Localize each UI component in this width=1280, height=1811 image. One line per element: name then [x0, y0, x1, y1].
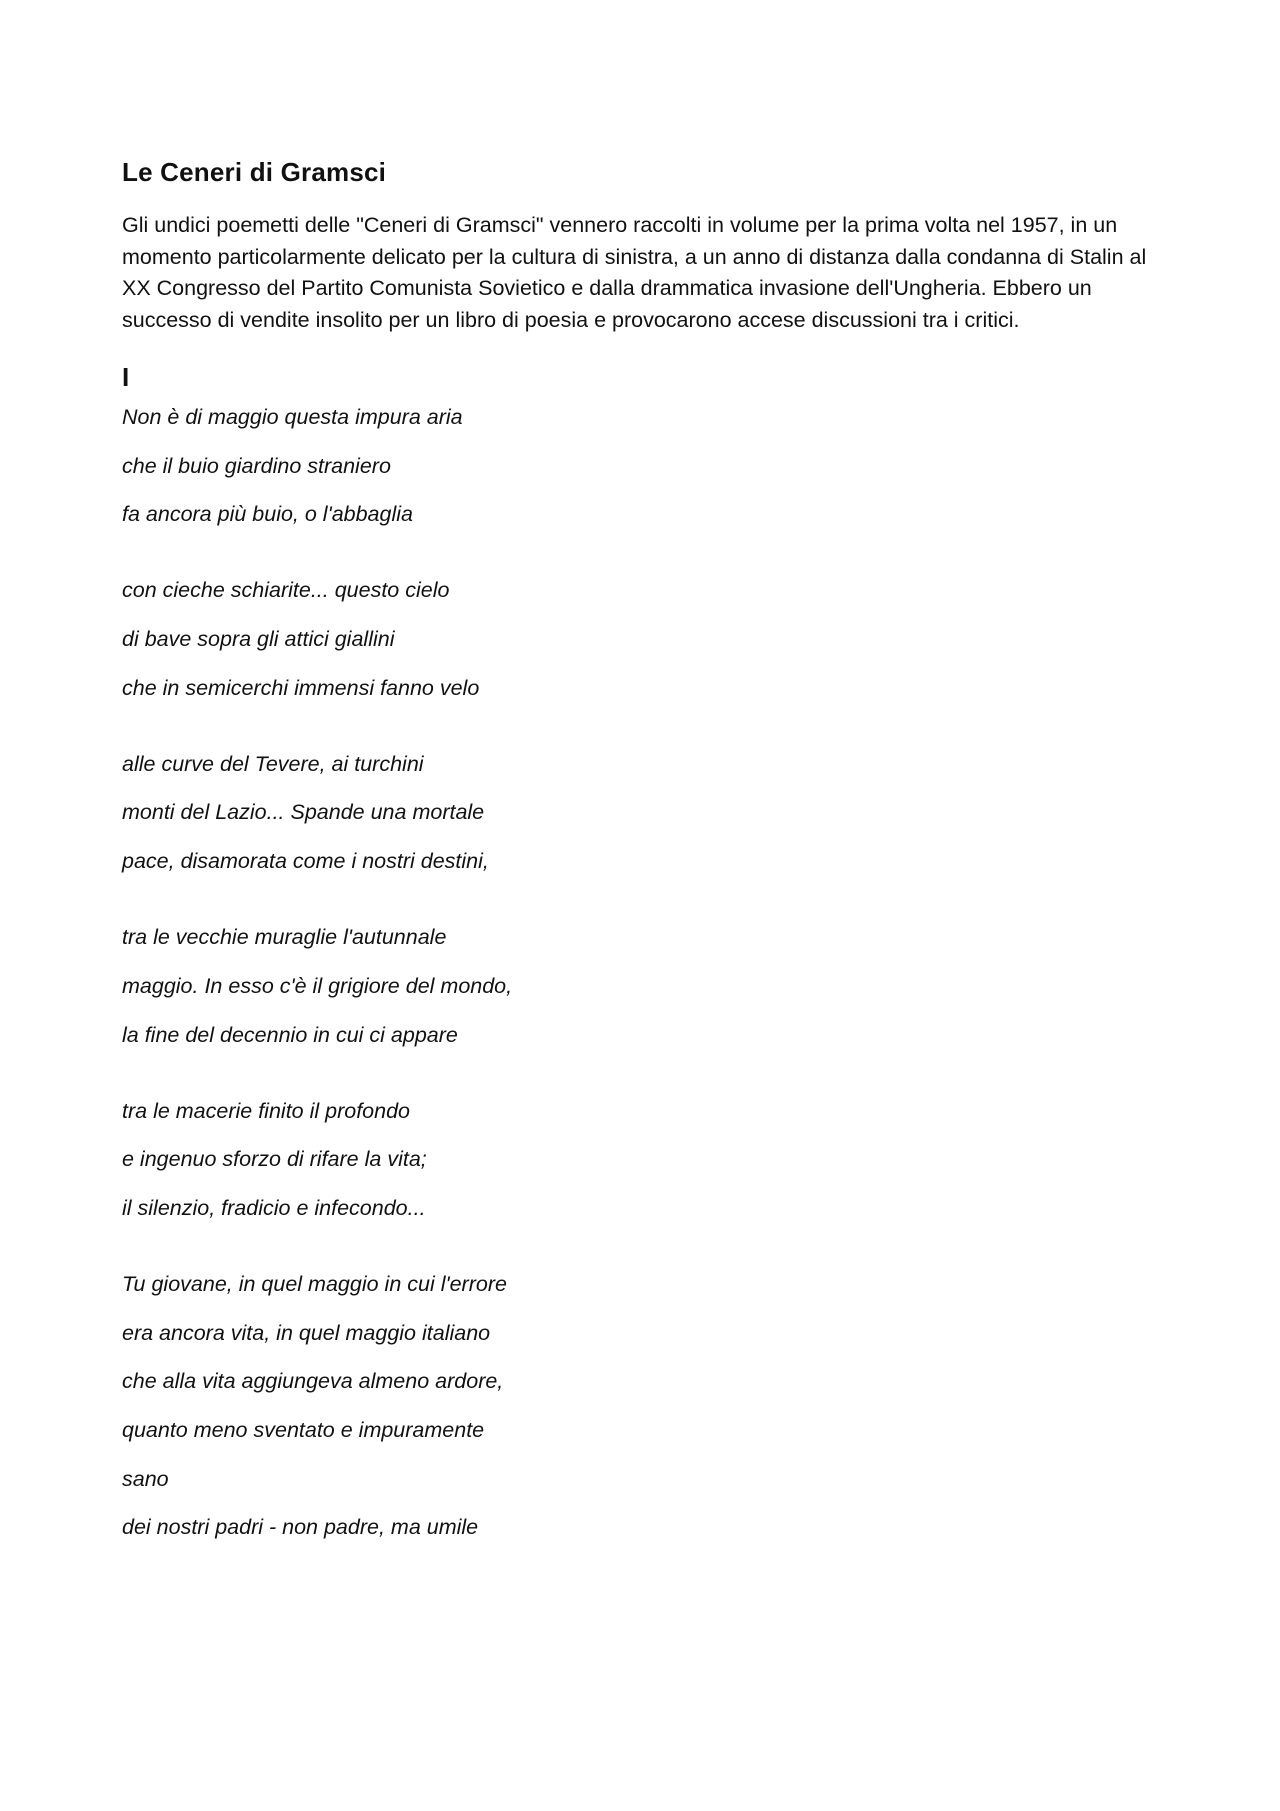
verse-line: e ingenuo sforzo di rifare la vita;: [122, 1147, 427, 1172]
stanza-5: [122, 1097, 1152, 1222]
verse-line: che in semicerchi immensi fanno velo: [122, 675, 480, 700]
intro-paragraph: Gli undici poemetti delle "Ceneri di Gramsci" vennero raccolti in volume per la prima volta nel 1957, in un momento particolarmente delicato per la cultura di sinistra, a un anno di distanza dalla condanna di Stalin al XX Congresso del Partito Comunista Sovietico e dalla drammatica invasione dell'Ungheria. Ebbero un successo di vendite insolito per un libro di poesia e provocarono accese discussioni tra i critici.: [122, 213, 1147, 332]
verse-line: monti del Lazio... Spande una mortale: [122, 800, 485, 825]
verse-line: maggio. In esso c'è il grigiore del mondo,: [122, 973, 513, 998]
verse-line: fa ancora più buio, o l'abbaglia: [122, 502, 413, 527]
stanza-4: [122, 923, 1152, 1048]
verse-line: Tu giovane, in quel maggio in cui l'errore: [122, 1271, 507, 1296]
verse-line: dei nostri padri - non padre, ma umile: [122, 1515, 479, 1540]
verse-line: con cieche schiarite... questo cielo: [122, 578, 450, 603]
verse-line: tra le macerie finito il profondo: [122, 1098, 411, 1123]
verse-line: sano: [122, 1466, 169, 1491]
verse-line: il silenzio, fradicio e infecondo...: [122, 1195, 426, 1220]
verse-line: era ancora vita, in quel maggio italiano: [122, 1320, 491, 1345]
section-heading: I: [122, 362, 130, 392]
poem: [122, 403, 1152, 1541]
stanza-2: [122, 576, 1152, 701]
verse-line: di bave sopra gli attici giallini: [122, 627, 395, 652]
verse-line: Non è di maggio questa impura aria: [122, 405, 463, 429]
verse-line: quanto meno sventato e impuramente: [122, 1417, 485, 1442]
verse-line: che alla vita aggiungeva almeno ardore,: [122, 1369, 504, 1394]
stanza-1: [122, 403, 1152, 528]
verse-line: pace, disamorata come i nostri destini,: [122, 849, 489, 874]
stanza-6: [122, 1270, 1152, 1541]
verse-line: alle curve del Tevere, ai turchini: [122, 751, 424, 776]
verse-line: che il buio giardino straniero: [122, 453, 391, 478]
verse-line: la fine del decennio in cui ci appare: [122, 1022, 458, 1047]
stanza-3: [122, 750, 1152, 875]
verse-line: tra le vecchie muraglie l'autunnale: [122, 925, 447, 950]
document-title: Le Ceneri di Gramsci: [122, 157, 387, 187]
